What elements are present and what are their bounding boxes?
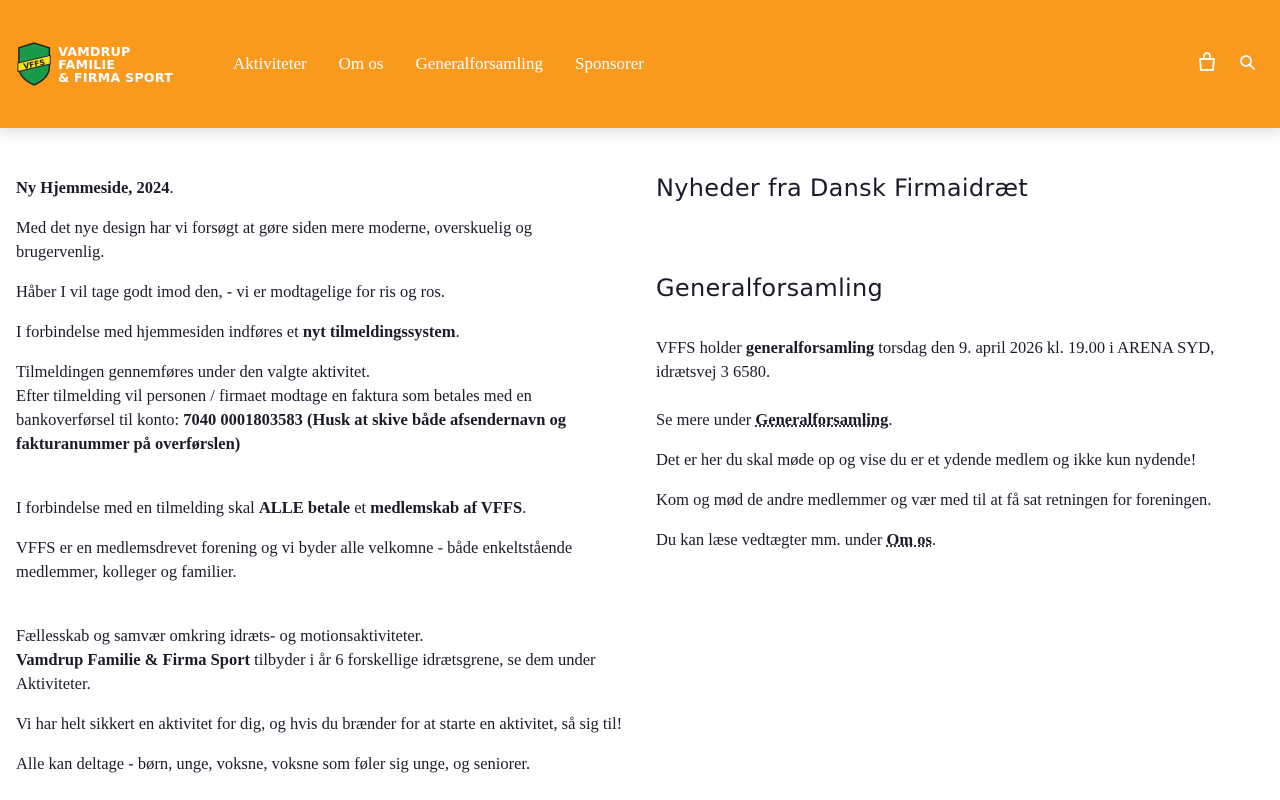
logo-line-2: & FIRMA SPORT	[58, 69, 174, 85]
paragraph: Vi har helt sikkert en aktivitet for dig, og hvis du brænder for at starte en aktivitet, så sig til!	[16, 714, 623, 733]
paragraph: Det er her du skal møde op og vise du er et ydende medlem og ikke kun nydende!	[656, 450, 1197, 469]
nav-aktiviteter[interactable]: Aktiviteter	[233, 54, 307, 73]
paragraph: Tilmeldingen gennemføres under den valgte aktivitet. Efter tilmelding vil personen / firmaet modtage en faktura som betales med en bankoverførsel til konto: 7040 0001803583 (Husk at skive både afsendernavn og fakturanummer på overførslen)	[16, 362, 567, 453]
nav-sponsorer[interactable]: Sponsorer	[574, 54, 644, 73]
paragraph: Kom og mød de andre medlemmer og vær med til at få sat retningen for foreningen.	[656, 490, 1212, 509]
paragraph: VFFS er en medlemsdrevet forening og vi byder alle velkomne - både enkeltstående medlemmer, kolleger og familier.	[16, 538, 573, 581]
svg-text:VFFS: VFFS	[22, 57, 46, 72]
paragraph: I forbindelse med hjemmesiden indføres et nyt tilmeldingssystem.	[16, 322, 460, 341]
paragraph: Ny Hjemmeside, 2024.	[16, 178, 174, 197]
logo-line-1: VAMDRUP FAMILIE	[58, 43, 131, 72]
om-os-link[interactable]: Om os	[886, 530, 932, 549]
paragraph: Fællesskab og samvær omkring idræts- og motionsaktiviteter. Vamdrup Familie & Firma Sport tilbyder i år 6 forskellige idrætsgrene, se dem under Aktiviteter.	[16, 626, 596, 693]
news-title: Nyheder fra Dansk Firmaidræt	[656, 174, 1029, 202]
generalforsamling-link[interactable]: Generalforsamling	[755, 410, 889, 429]
news-section	[656, 0, 1264, 568]
paragraph: Med det nye design har vi forsøgt at gøre siden mere moderne, overskuelig og brugervenlig.	[16, 218, 532, 261]
paragraph: Se mere under Generalforsamling.	[656, 410, 893, 429]
nav-om-os[interactable]: Om os	[338, 54, 384, 73]
paragraph: I forbindelse med en tilmelding skal ALLE betale et medlemskab af VFFS.	[16, 498, 527, 517]
generalforsamling-heading: Generalforsamling	[656, 274, 884, 302]
paragraph: Alle kan deltage - børn, unge, voksne, voksne som føler sig unge, og seniorer.	[16, 754, 531, 773]
nav-generalforsamling[interactable]: Generalforsamling	[415, 54, 543, 73]
paragraph: Du kan læse vedtægter mm. under Om os.	[656, 530, 937, 549]
paragraph: VFFS holder generalforsamling torsdag den 9. april 2026 kl. 19.00 i ARENA SYD, idrætsvej 3 6580.	[656, 338, 1215, 381]
paragraph: Håber I vil tage godt imod den, - vi er modtagelige for ris og ros.	[16, 282, 445, 301]
intro-section	[16, 0, 624, 792]
